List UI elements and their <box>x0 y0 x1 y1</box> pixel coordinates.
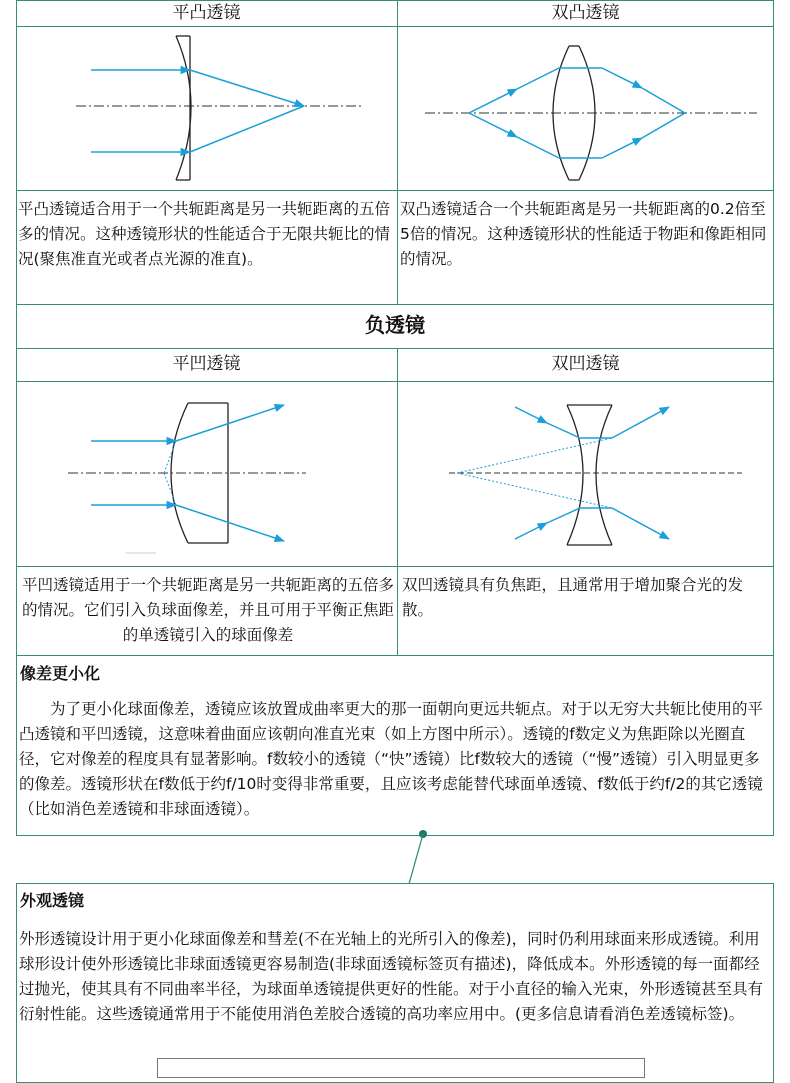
negative-lens-heading: 负透镜 <box>365 313 425 337</box>
form-lens-heading: 外观透镜 <box>20 891 85 910</box>
plano-convex-title: 平凸透镜 <box>172 3 241 23</box>
plano-concave-diagram <box>16 381 397 566</box>
connector-line <box>400 828 440 888</box>
plano-convex-diagram <box>16 26 397 190</box>
bi-concave-description: 双凹透镜具有负焦距，且通常用于增加聚合光的发散。 <box>402 576 744 619</box>
bi-convex-title: 双凸透镜 <box>551 3 620 23</box>
aberration-body: 为了更小化球面像差，透镜应该放置成曲率更大的那一面朝向更远共轭点。对于以无穷大共轭比使用的平凸透镜和平凹透镜，这意味着曲面应该朝向准直光束（如上方图中所示）。透镜的f数定义为焦距除以光圈直径，它对像差的程度具有显著影响。f数较小的透镜（“快”透镜）比f数较大的透镜（“慢”透镜）引入明显更多的像差。透镜形状在f数低于约f/10时变得非常重要，且应该考虑能替代球面单透镜、f数低于约f/2的其它透镜（比如消色差透镜和非球面透镜）。 <box>19 700 764 818</box>
plano-concave-title: 平凹透镜 <box>172 354 241 374</box>
bi-convex-description: 双凸透镜适合一个共轭距离是另一共轭距离的0.2倍至5倍的情况。这种透镜形状的性能适于物距和像距相同的情况。 <box>400 200 767 268</box>
aberration-heading: 像差更小化 <box>20 664 101 683</box>
form-lens-body: 外形透镜设计用于更小化球面像差和彗差(不在光轴上的光所引入的像差)，同时仍利用球面来形成透镜。利用球形设计使外形透镜比非球面透镜更容易制造(非球面透镜标签页有描述)，降低成本。外形透镜的每一面都经过抛光，使其具有不同曲率半径，为球面单透镜提供更好的性能。对于小直径的输入光束，外形透镜甚至具有衍射性能。这些透镜通常用于不能使用消色差胶合透镜的高功率应用中。(更多信息请看消色差透镜标签)。 <box>19 930 764 1023</box>
table-divider <box>16 190 774 191</box>
plano-concave-description: 平凹透镜适用于一个共轭距离是另一共轭距离的五倍多的情况。它们引入负球面像差，并且可用于平衡正焦距的单透镜引入的球面像差 <box>22 576 395 644</box>
bi-concave-diagram <box>397 381 774 566</box>
plano-convex-description: 平凸透镜适合用于一个共轭距离是另一共轭距离的五倍多的情况。这种透镜形状的性能适合于无限共轭比的情况(聚焦准直光或者点光源的准直)。 <box>18 200 391 268</box>
inner-image-frame <box>157 1058 645 1078</box>
bi-concave-title: 双凹透镜 <box>551 354 620 374</box>
table-divider <box>16 566 774 567</box>
bi-convex-diagram <box>397 26 774 190</box>
table-divider <box>16 348 774 349</box>
